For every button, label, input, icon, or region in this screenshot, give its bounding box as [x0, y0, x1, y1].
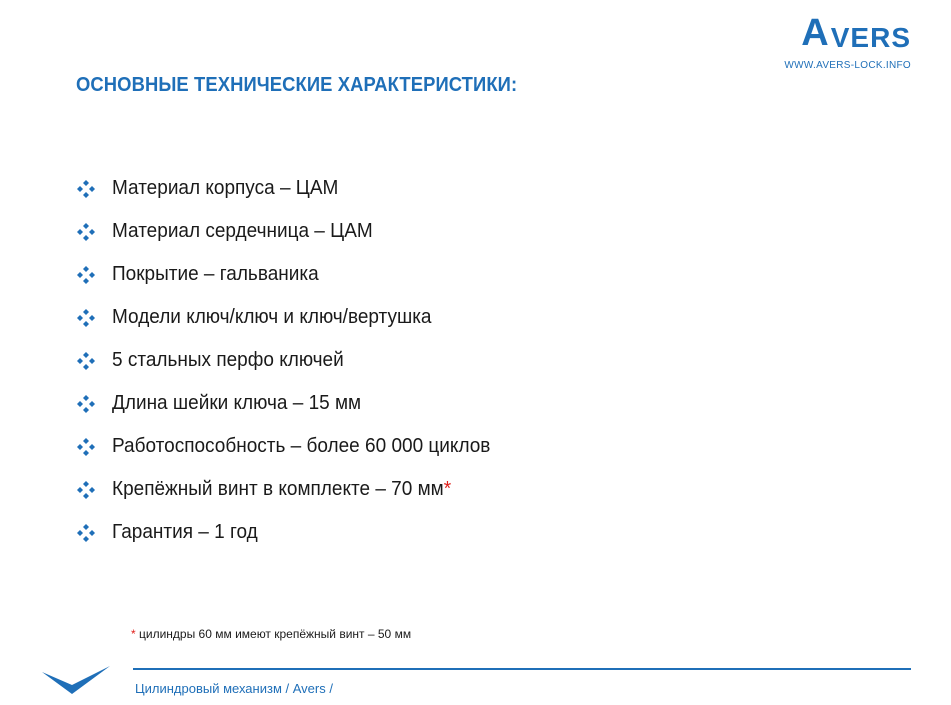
spec-text-main: Крепёжный винт в комплекте – 70 мм [112, 478, 444, 500]
diamond-cluster-icon [76, 523, 96, 543]
chevron-down-icon [42, 666, 110, 696]
spec-item [76, 511, 510, 554]
spec-text: Гарантия – 1 год [112, 521, 258, 543]
footnote [131, 627, 411, 641]
spec-text: Длина шейки ключа – 15 мм [112, 392, 362, 414]
footer-text: Цилиндровый механизм / Avers / [135, 681, 333, 696]
logo-letters: VERS [830, 22, 911, 53]
spec-text [112, 478, 451, 501]
footnote-text: цилиндры 60 мм имеют крепёжный винт – 50 мм [135, 627, 412, 641]
site-url[interactable]: WWW.AVERS-LOCK.INFO [784, 60, 911, 71]
footnote-mark: * [131, 627, 136, 641]
spec-item [76, 382, 510, 425]
diamond-cluster-icon [76, 351, 96, 371]
footer-divider [133, 668, 911, 670]
spec-item [76, 296, 510, 339]
diamond-cluster-icon [76, 394, 96, 414]
spec-text: Модели ключ/ключ и ключ/вертушка [112, 306, 432, 328]
spec-item [76, 167, 510, 210]
diamond-cluster-icon [76, 437, 96, 457]
spec-item [76, 339, 510, 382]
diamond-cluster-icon [76, 308, 96, 328]
diamond-cluster-icon [76, 265, 96, 285]
spec-item [76, 253, 510, 296]
logo-letter-a: A [801, 12, 830, 54]
spec-text: Покрытие – гальваника [112, 263, 319, 285]
spec-text: Материал сердечница – ЦАМ [112, 220, 373, 242]
diamond-cluster-icon [76, 222, 96, 242]
spec-item [76, 425, 510, 468]
spec-text: 5 стальных перфо ключей [112, 349, 344, 371]
footnote-asterisk: * [443, 478, 452, 500]
avers-logo [801, 14, 911, 52]
spec-list [76, 167, 510, 554]
spec-item [76, 468, 510, 511]
diamond-cluster-icon [76, 179, 96, 199]
spec-text: Материал корпуса – ЦАМ [112, 177, 339, 199]
spec-item [76, 210, 510, 253]
spec-text: Работоспособность – более 60 000 циклов [112, 435, 491, 457]
slide-title: ОСНОВНЫЕ ТЕХНИЧЕСКИЕ ХАРАКТЕРИСТИКИ: [76, 74, 518, 96]
diamond-cluster-icon [76, 480, 96, 500]
